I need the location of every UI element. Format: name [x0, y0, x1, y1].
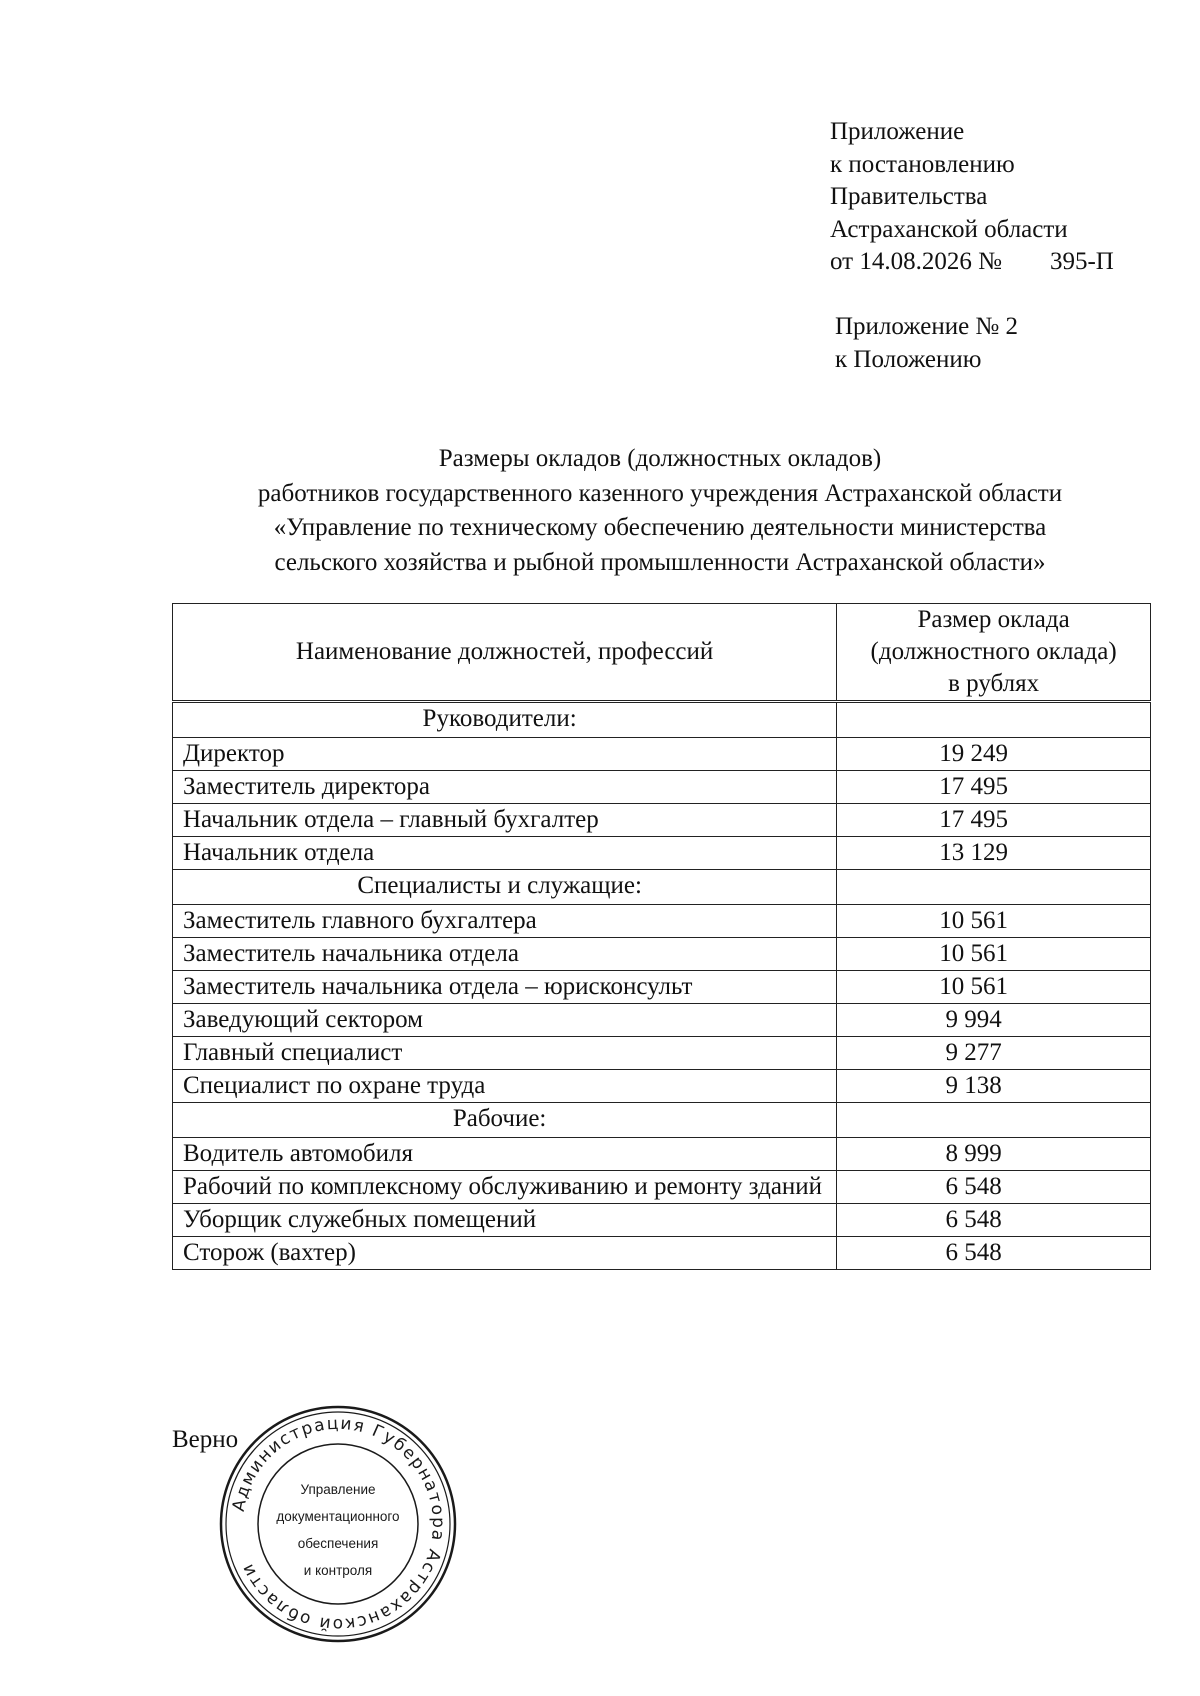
position-cell: Заместитель главного бухгалтера — [173, 905, 837, 938]
position-cell: Заведующий сектором — [173, 1004, 837, 1037]
header-line: к постановлению — [830, 150, 1015, 178]
sub-appendix-line: Приложение № 2 — [835, 313, 1019, 340]
stamp-inner-line: документационного — [276, 1509, 400, 1524]
header-line: Приложение — [830, 118, 965, 145]
table-row — [173, 938, 1151, 971]
table-row — [173, 1171, 1151, 1204]
sub-appendix-line: к Положению — [835, 345, 982, 373]
position-cell: Директор — [173, 738, 837, 771]
position-cell: Заместитель начальника отдела — [173, 938, 837, 971]
decree-date: от 14.08.2026 № — [830, 248, 1002, 275]
table-row — [173, 804, 1151, 837]
salary-cell: 9 277 — [837, 1037, 1151, 1070]
salary-cell: 13 129 — [837, 837, 1151, 870]
table-row — [173, 905, 1151, 938]
section-name: Специалисты и служащие: — [173, 870, 837, 905]
salary-cell: 9 138 — [837, 1070, 1151, 1103]
table-row — [173, 971, 1151, 1004]
header-line: Астраханской области — [830, 215, 1068, 243]
position-cell: Начальник отдела – главный бухгалтер — [173, 804, 837, 837]
position-cell: Сторож (вахтер) — [173, 1237, 837, 1270]
sub-appendix — [835, 311, 1018, 376]
section-name: Руководители: — [173, 702, 837, 738]
section-row — [173, 870, 1151, 905]
header-salary — [837, 604, 1151, 702]
salary-cell: 10 561 — [837, 905, 1151, 938]
position-cell: Уборщик служебных помещений — [173, 1204, 837, 1237]
title-line: «Управление по техническому обеспечению деятельности министерства — [273, 514, 1047, 541]
header-date-line — [830, 246, 1114, 279]
table-row — [173, 1037, 1151, 1070]
section-row — [173, 1103, 1151, 1138]
salary-cell: 17 495 — [837, 804, 1151, 837]
stamp-inner-line: Управление — [300, 1482, 376, 1497]
section-empty-cell — [837, 1103, 1151, 1138]
salary-cell: 19 249 — [837, 738, 1151, 771]
salary-table — [172, 603, 1151, 1270]
title-line: сельского хозяйства и рыбной промышленности Астраханской области» — [274, 548, 1046, 576]
table-row — [173, 738, 1151, 771]
certification-verno: Верно — [172, 1426, 239, 1453]
salary-cell: 10 561 — [837, 938, 1151, 971]
position-cell: Заместитель директора — [173, 771, 837, 804]
document-title — [130, 442, 1190, 580]
table-row — [173, 1004, 1151, 1037]
salary-cell: 6 548 — [837, 1204, 1151, 1237]
table-row — [173, 1138, 1151, 1171]
title-line: работников государственного казенного учреждения Астраханской области — [257, 479, 1063, 507]
appendix-header — [830, 116, 1114, 279]
table-row — [173, 1237, 1151, 1270]
table-row — [173, 771, 1151, 804]
position-cell: Водитель автомобиля — [173, 1138, 837, 1171]
position-cell: Заместитель начальника отдела – юрисконсульт — [173, 971, 837, 1004]
table-row — [173, 1070, 1151, 1103]
table-row — [173, 837, 1151, 870]
salary-cell: 6 548 — [837, 1171, 1151, 1204]
salary-cell: 10 561 — [837, 971, 1151, 1004]
table-header-row — [173, 604, 1151, 702]
header-salary-line: Размер оклада — [917, 606, 1070, 633]
stamp-outer-ring — [221, 1407, 455, 1641]
official-stamp — [218, 1404, 458, 1644]
header-salary-line: в рублях — [948, 670, 1040, 697]
title-line: Размеры окладов (должностных окладов) — [438, 445, 882, 472]
position-cell: Рабочий по комплексному обслуживанию и ремонту зданий — [173, 1171, 837, 1204]
header-line: Правительства — [830, 183, 988, 210]
salary-cell: 6 548 — [837, 1237, 1151, 1270]
salary-cell: 8 999 — [837, 1138, 1151, 1171]
stamp-ring-text: Администрация Губернатора Астраханской области — [228, 1413, 449, 1635]
salary-cell: 17 495 — [837, 771, 1151, 804]
header-salary-line: (должностного оклада) — [870, 638, 1117, 665]
section-empty-cell — [837, 702, 1151, 738]
section-name: Рабочие: — [173, 1103, 837, 1138]
section-empty-cell — [837, 870, 1151, 905]
decree-number: 395-П — [1049, 248, 1114, 275]
table-row — [173, 1204, 1151, 1237]
header-position: Наименование должностей, профессий — [173, 604, 837, 702]
position-cell: Начальник отдела — [173, 837, 837, 870]
position-cell: Главный специалист — [173, 1037, 837, 1070]
salary-cell: 9 994 — [837, 1004, 1151, 1037]
section-row — [173, 702, 1151, 738]
stamp-inner-line: и контроля — [303, 1563, 373, 1578]
stamp-inner-line: обеспечения — [297, 1536, 379, 1551]
position-cell: Специалист по охране труда — [173, 1070, 837, 1103]
